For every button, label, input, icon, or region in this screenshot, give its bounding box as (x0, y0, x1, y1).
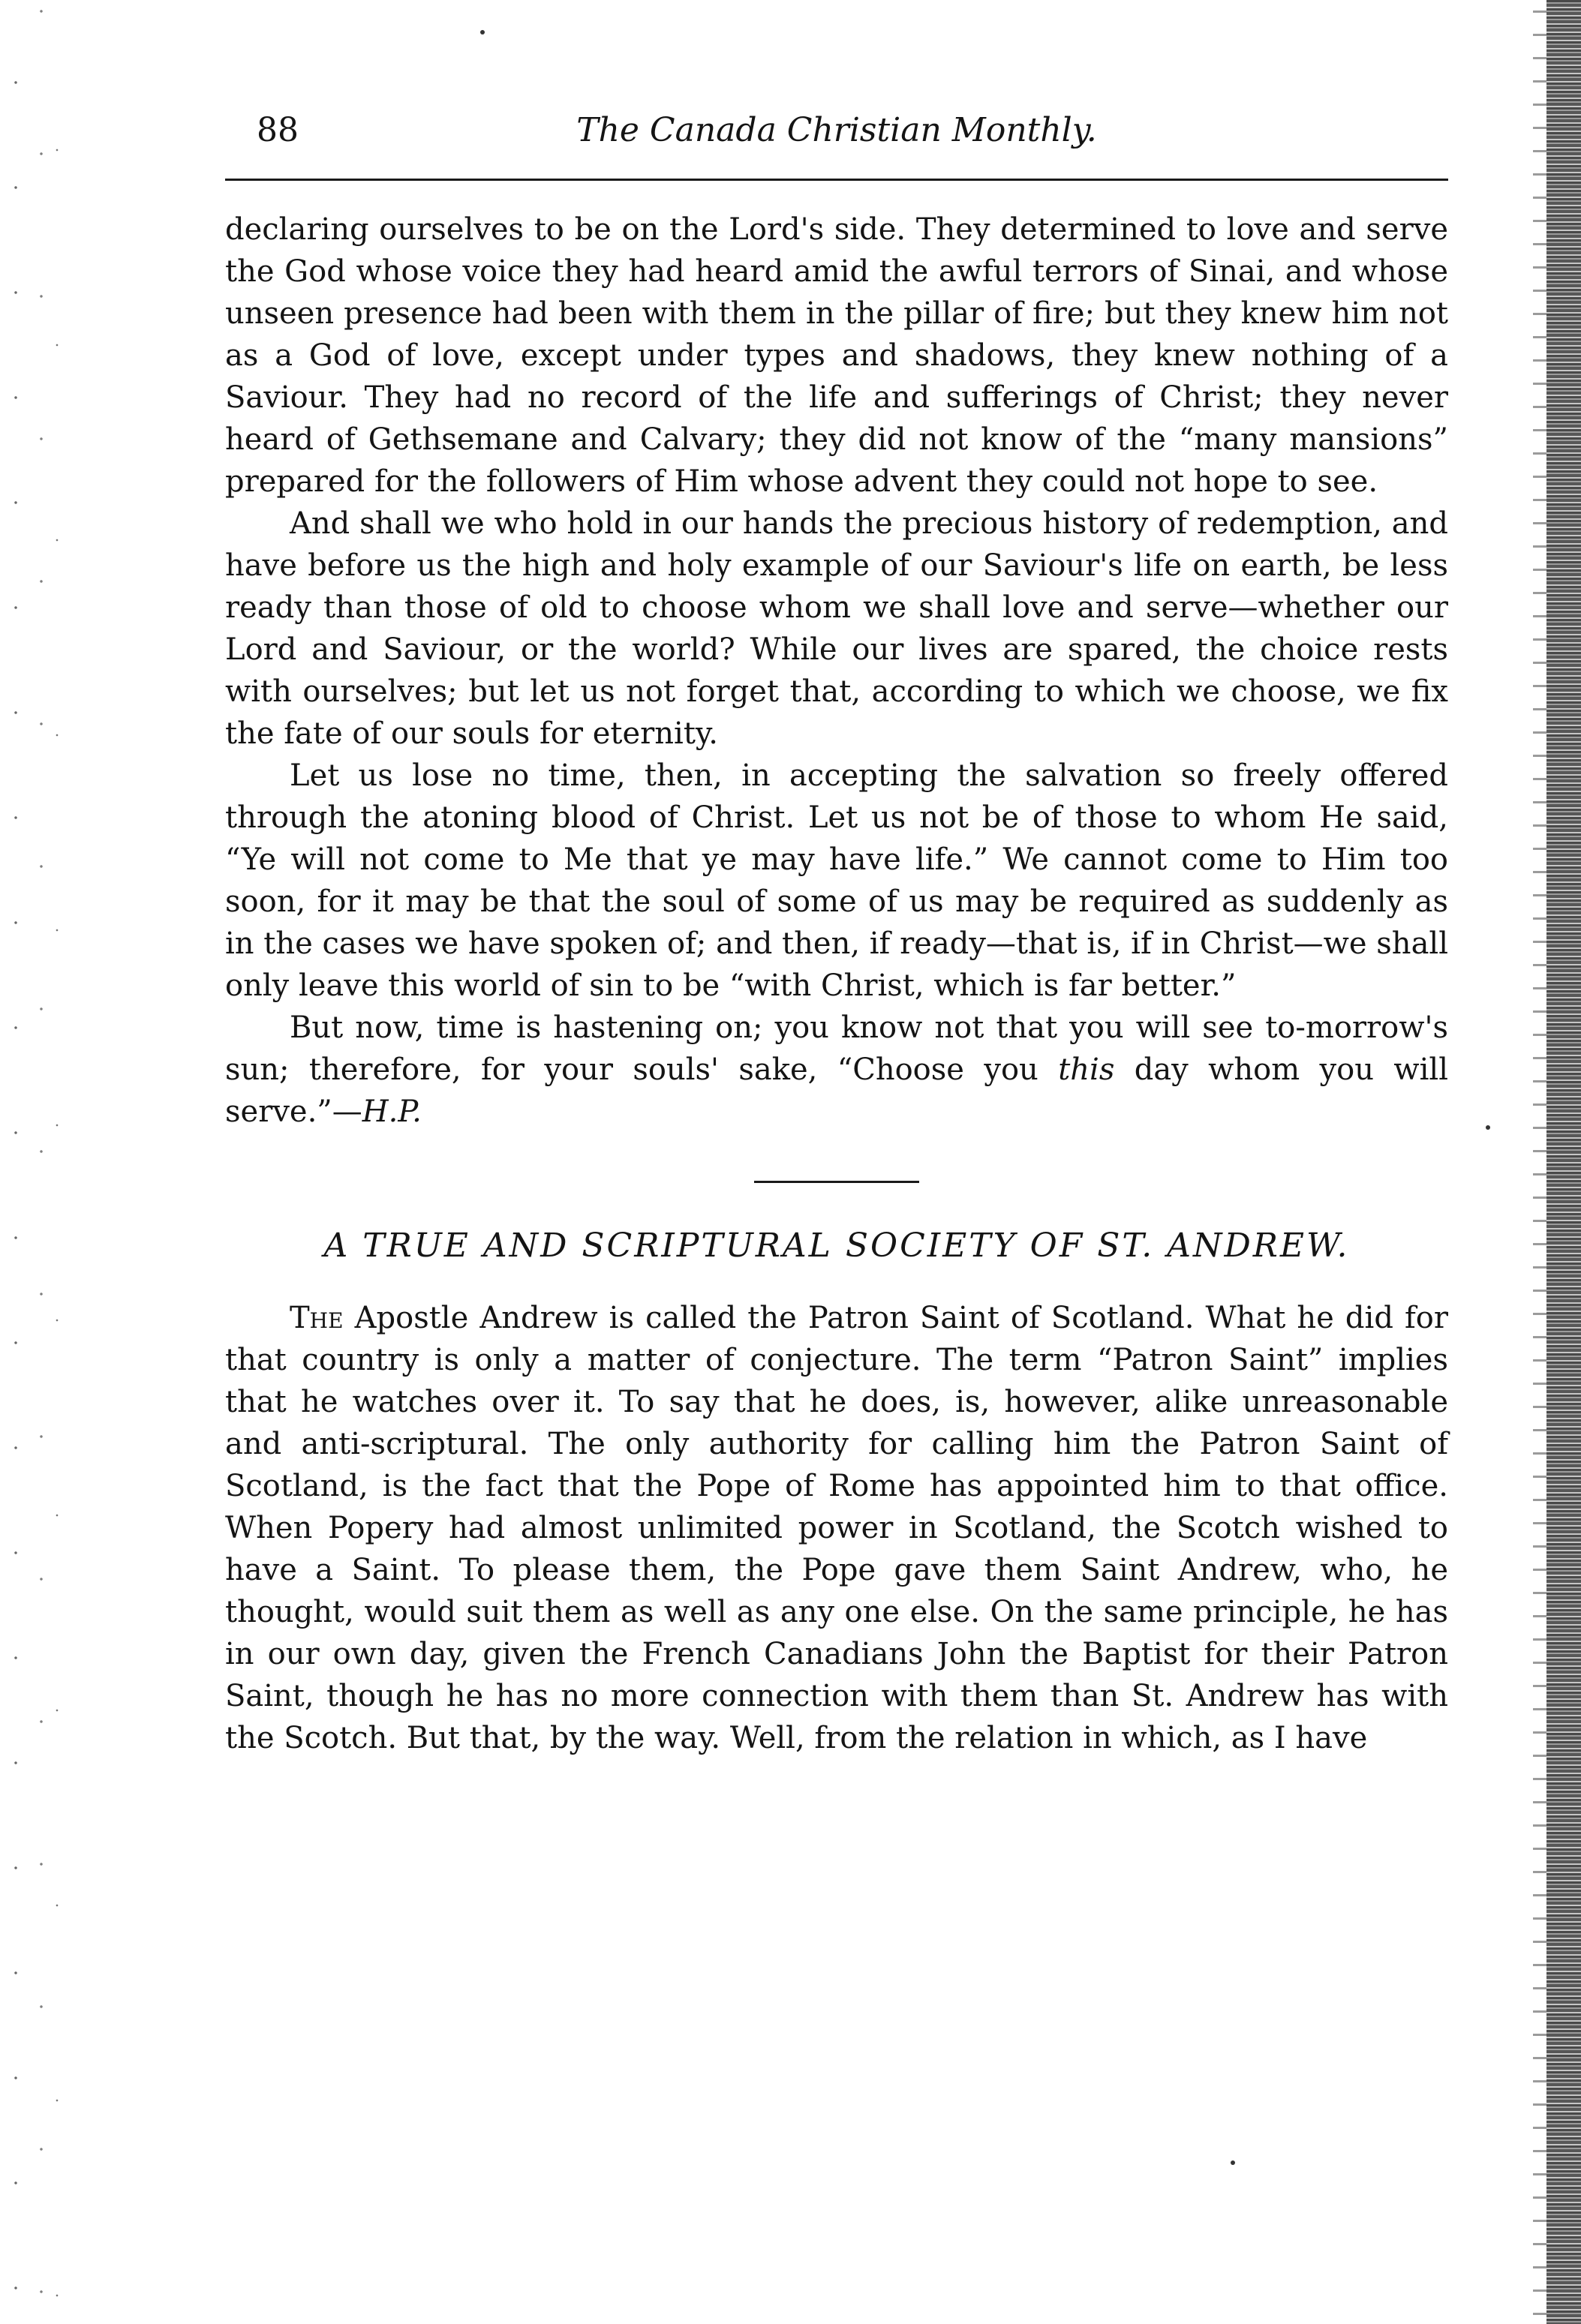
emphasis-word: this (1058, 1052, 1115, 1087)
paragraph-3: Let us lose no time, then, in accepting the salvation so freely offered through the atoning blood of Christ. Let us not be of those to whom He said, “Ye will not come to Me that ye may have life.” We cannot come to Him too soon, for it may be that the soul of some of us may be required as suddenly as in the cases we have spoken of; and then, if ready—that is, if in Christ—we shall only leave this world of sin to be “with Christ, which is far better.” (225, 758, 1448, 1003)
paragraph-4 (225, 1007, 1448, 1133)
page-header (225, 98, 1448, 158)
page-number: 88 (257, 111, 299, 149)
scan-binding-edge (1546, 0, 1581, 2324)
section-paragraph-text: Apostle Andrew is called the Patron Saint of Scotland. What he did for that country is only a matter of conjecture. The term “Patron Saint” implies that he watches over it. To say that he does, is, however, alike unreasonable and anti-scriptural. The only authority for calling him the Patron Saint of Scotland, is the fact that the Pope of Rome has appointed him to that office. When Popery had almost unlimited power in Scotland, the Scotch wished to have a Saint. To please them, the Pope gave them Saint Andrew, who, he thought, would suit them as well as any one else. On the same principle, he has in our own day, given the French Canadians John the Baptist for their Patron Saint, though he has no more connection with them than St. Andrew has with the Scotch. But that, by the way. Well, from the relation in which, as I have (225, 1301, 1448, 1755)
paragraph-4-text-end: day whom you will serve.”— (225, 1052, 1449, 1129)
paragraph-2: And shall we who hold in our hands the precious history of redemption, and have before us the high and holy example of our Saviour's life on earth, be less ready than those of old to choose whom we shall love and serve—whether our Lord and Saviour, or the world? While our lives are spared, the choice rests with ourselves; but let us not forget that, according to which we choose, we fix the fate of our souls for eternity. (225, 506, 1448, 751)
section-title: A TRUE AND SCRIPTURAL SOCIETY OF ST. ANDREW. (323, 1227, 1350, 1265)
header-rule (225, 179, 1448, 181)
section-lead-word: The (290, 1301, 344, 1335)
section-paragraph (225, 1297, 1448, 1759)
book-page (225, 98, 1449, 1755)
paragraph-1: declaring ourselves to be on the Lord's side. They determined to love and serve the God whose voice they had heard amid the awful terrors of Sinai, and whose unseen presence had been with them in the pillar of fire; but they knew him not as a God of love, except under types and shadows, they knew nothing of a Saviour. They had no record of the life and sufferings of Christ; they never heard of Gethsemane and Calvary; they did not know of the “many mansions” prepared for the followers of Him whose advent they could not hope to see. (225, 212, 1448, 499)
paragraph-4-text: But now, time is hastening on; you know not that you will see to-morrow's sun; therefore, for your souls' sake, “Choose you (225, 1010, 1448, 1087)
scan-left-edge (0, 0, 68, 2324)
section-divider (754, 1181, 919, 1183)
scan-speck (1231, 2160, 1235, 2165)
article-body (225, 209, 1448, 1759)
scan-speck (480, 30, 485, 35)
scan-speck (1486, 1125, 1490, 1130)
author-signature: H.P. (362, 1094, 422, 1129)
running-title: The Canada Christian Monthly. (576, 111, 1097, 149)
